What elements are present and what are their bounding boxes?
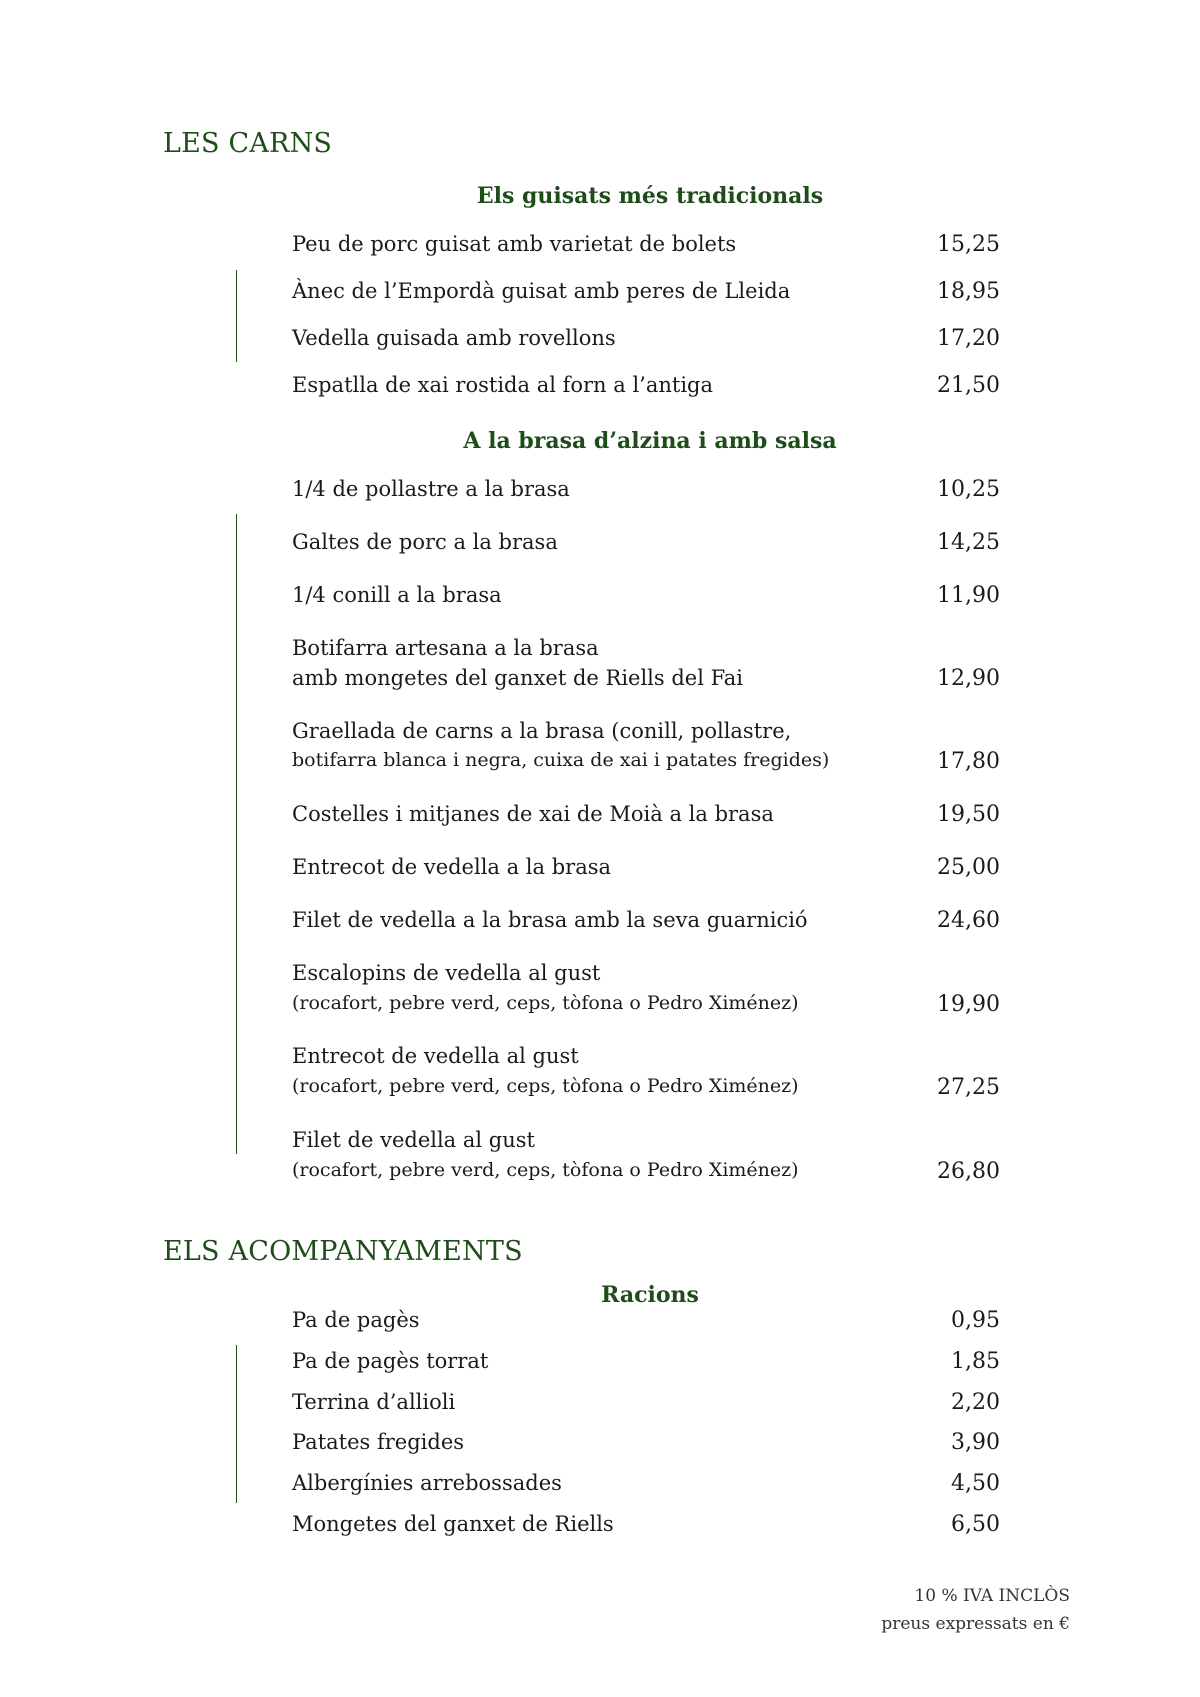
menu-item-price: 10,25 [937, 477, 1000, 502]
menu-item-price: 0,95 [951, 1308, 1000, 1333]
menu-item-price: 4,50 [951, 1471, 1000, 1496]
menu-item-price: 24,60 [937, 908, 1000, 933]
menu-item-name: Graellada de carns a la brasa (conill, pollastre, [292, 719, 792, 743]
menu-item-name: Pa de pagès torrat [292, 1349, 489, 1373]
menu-item-price: 21,50 [937, 373, 1000, 398]
menu-item-name: Pa de pagès [292, 1308, 420, 1332]
section-title-acompanyaments: ELS ACOMPANYAMENTS [163, 1236, 523, 1267]
menu-item-name: Escalopins de vedella al gust [292, 961, 601, 985]
section-title-carns: LES CARNS [163, 128, 333, 159]
menu-item-price: 18,95 [937, 279, 1000, 304]
menu-item-price: 26,80 [937, 1159, 1000, 1184]
menu-item-price: 17,20 [937, 326, 1000, 351]
menu-item-detail: (rocafort, pebre verd, ceps, tòfona o Pedro Ximénez) [292, 992, 799, 1014]
menu-item-name: Filet de vedella al gust [292, 1128, 535, 1152]
menu-item-name: Terrina d’allioli [292, 1390, 456, 1414]
divider-line [236, 514, 237, 1154]
menu-item-price: 2,20 [951, 1390, 1000, 1415]
menu-item-name: Peu de porc guisat amb varietat de bolets [292, 232, 737, 256]
subsection-title-racions: Racions [601, 1282, 699, 1308]
menu-item-price: 11,90 [937, 583, 1000, 608]
menu-item-name: Albergínies arrebossades [292, 1471, 562, 1495]
menu-item-name: Entrecot de vedella al gust [292, 1044, 579, 1068]
currency-note: preus expressats en € [881, 1614, 1070, 1634]
menu-item-price: 3,90 [951, 1430, 1000, 1455]
menu-item-name: Espatlla de xai rostida al forn a l’antiga [292, 373, 714, 397]
menu-item-price: 19,90 [937, 992, 1000, 1017]
menu-item-name: Botifarra artesana a la brasa [292, 636, 599, 660]
vat-note: 10 % IVA INCLÒS [914, 1586, 1070, 1606]
menu-item-price: 25,00 [937, 855, 1000, 880]
menu-item-price: 14,25 [937, 530, 1000, 555]
menu-item-name: Patates fregides [292, 1430, 465, 1454]
menu-item-name: Entrecot de vedella a la brasa [292, 855, 612, 879]
menu-item-price: 27,25 [937, 1075, 1000, 1100]
menu-item-price: 15,25 [937, 232, 1000, 257]
menu-item-price: 1,85 [951, 1349, 1000, 1374]
menu-item-price: 19,50 [937, 802, 1000, 827]
menu-item-name: Vedella guisada amb rovellons [292, 326, 616, 350]
menu-item-name: Filet de vedella a la brasa amb la seva guarnició [292, 908, 808, 932]
menu-item-price: 17,80 [937, 749, 1000, 774]
menu-item-name: 1/4 conill a la brasa [292, 583, 502, 607]
menu-item-name: Mongetes del ganxet de Riells [292, 1512, 614, 1536]
menu-item-name: Costelles i mitjanes de xai de Moià a la brasa [292, 802, 774, 826]
menu-item-name: Ànec de l’Empordà guisat amb peres de Lleida [292, 279, 791, 303]
menu-item-detail: botifarra blanca i negra, cuixa de xai i patates fregides) [292, 749, 830, 771]
subsection-title-guisats: Els guisats més tradicionals [476, 183, 824, 209]
menu-item-price: 6,50 [951, 1512, 1000, 1537]
divider-line [236, 1345, 237, 1503]
menu-item-detail: (rocafort, pebre verd, ceps, tòfona o Pedro Ximénez) [292, 1075, 799, 1097]
menu-item-name: 1/4 de pollastre a la brasa [292, 477, 570, 501]
menu-item-name: Galtes de porc a la brasa [292, 530, 558, 554]
subsection-title-brasa: A la brasa d’alzina i amb salsa [463, 428, 837, 454]
menu-item-detail: (rocafort, pebre verd, ceps, tòfona o Pedro Ximénez) [292, 1159, 799, 1181]
menu-item-detail: amb mongetes del ganxet de Riells del Fai [292, 666, 743, 690]
menu-item-price: 12,90 [937, 666, 1000, 691]
divider-line [236, 270, 237, 362]
